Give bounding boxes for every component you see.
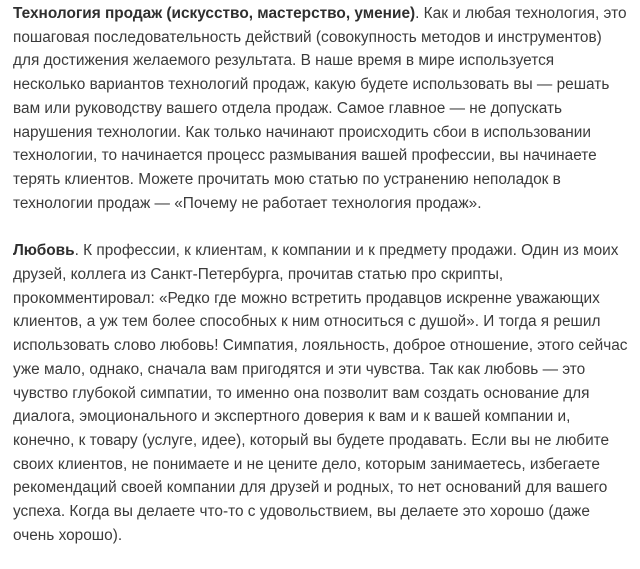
paragraph-love xyxy=(13,239,628,547)
paragraph-sales-technology xyxy=(13,2,628,215)
paragraph-title-sales-technology: Технология продаж (искусство, мастерство, умение) xyxy=(13,5,416,22)
paragraph-text-love: . К профессии, к клиентам, к компании и к предмету продажи. Один из моих друзей, коллега из Санкт-Петербурга, прочитав статью про скрипты, прокомментировал: «Редко где можно встретить продавцов искренне уважающих клиентов, а уж тем более способных к ним относиться с душой». И тогда я решил использовать слово любовь! Симпатия, лояльность, доброе отношение, этого сейчас уже мало, однако, сначала вам пригодятся и эти чувства. Так как любовь — это чувство глубокой симпатии, то именно она позволит вам создать основание для диалога, эмоционального и экспертного доверия к вам и к вашей компании и, конечно, к товару (услуге, идее), который вы будете продавать. Если вы не любите своих клиентов, не понимаете и не цените дело, которым занимаетесь, избегаете рекомендаций своей компании для друзей и родных, то нет оснований для вашего успеха. Когда вы делаете что-то с удовольствием, вы делаете это хорошо (даже очень хорошо). xyxy=(13,242,628,544)
paragraph-title-love: Любовь xyxy=(13,242,75,260)
paragraph-text-sales-technology: . Как и любая технология, это пошаговая последовательность действий (совокупность методов и инструментов) для достижения желаемого результата. В наше время в мире используется несколько вариантов технологий продаж, какую будете использовать вы — решать вам или руководству вашего отдела продаж. Самое главное — не допускать нарушения технологии. Как только начинают происходить сбои в использовании технологии, то начинается процесс размывания вашей профессии, вы начинаете терять клиентов. Можете прочитать мою статью по устранению неполадок в технологии продаж — «Почему не работает технология продаж». xyxy=(13,5,627,212)
